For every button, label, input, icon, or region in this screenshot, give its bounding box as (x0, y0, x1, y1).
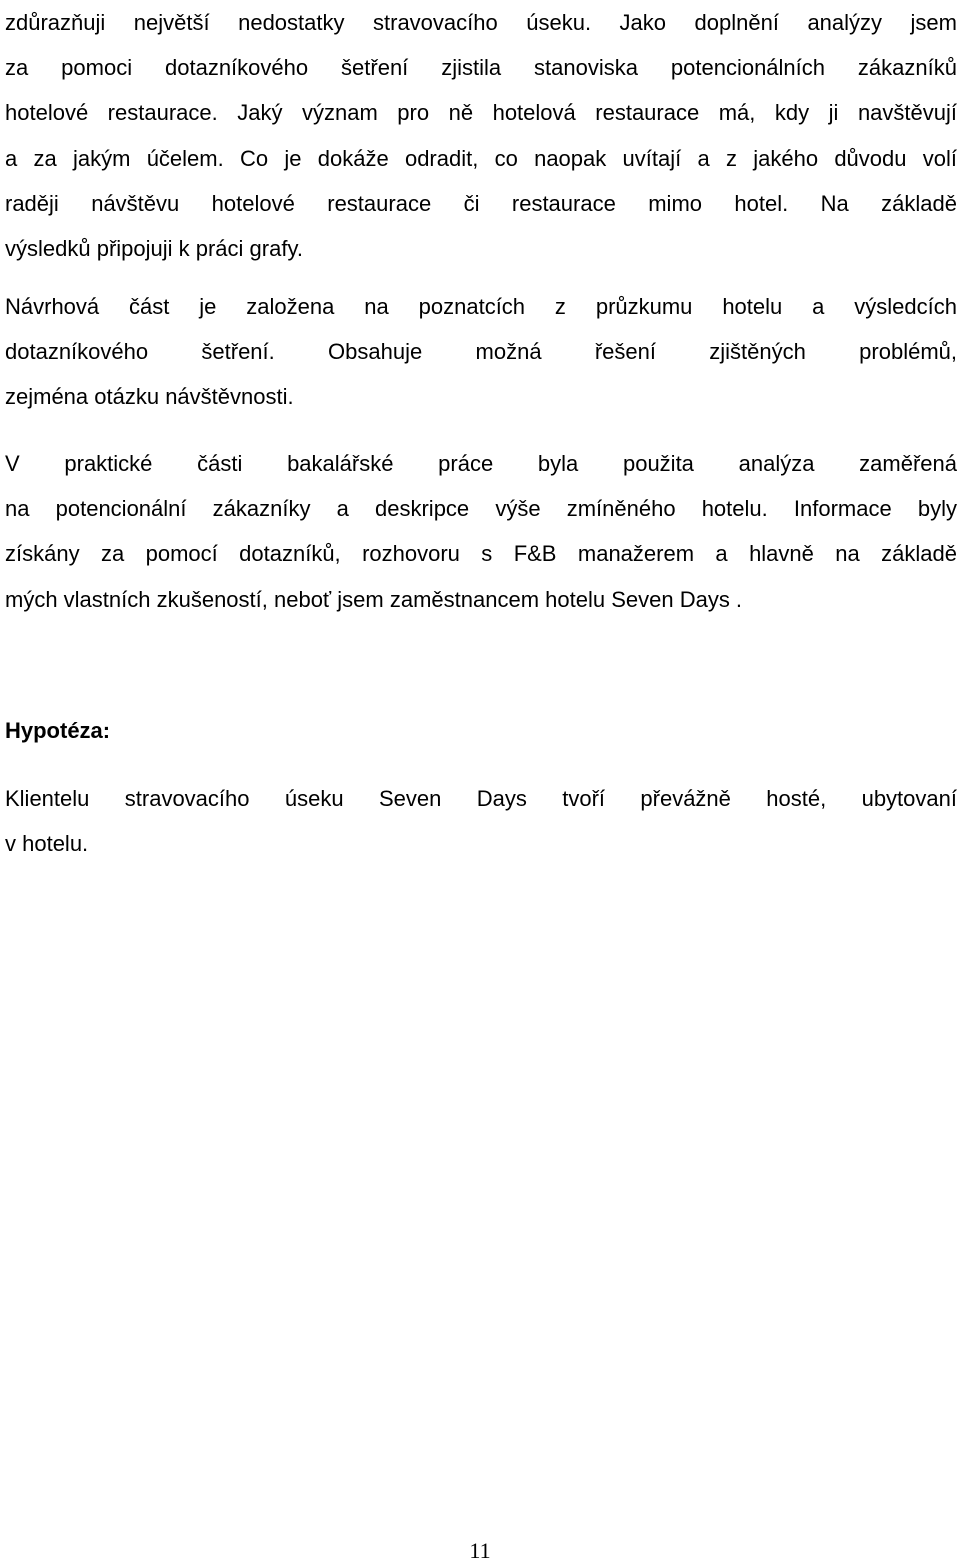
hypothesis-heading: Hypotéza: (5, 718, 111, 743)
text-line: raději návštěvu hotelové restaurace či restaurace mimo hotel. Na základě (5, 190, 957, 216)
paragraph-intro (5, 0, 957, 271)
text-line: hotelové restaurace. Jaký význam pro ně hotelová restaurace má, kdy ji navštěvují (5, 100, 957, 126)
text-line: zejména otázku návštěvnosti. (5, 384, 294, 410)
text-line: výsledků připojuji k práci grafy. (5, 235, 303, 261)
paragraph-design-part (5, 284, 957, 420)
text-line: Klientelu stravovacího úseku Seven Days tvoří převážně hosté, ubytovaní (5, 786, 957, 811)
paragraph-practical-part (5, 441, 957, 622)
text-line: dotazníkového šetření. Obsahuje možná řešení zjištěných problémů, (5, 339, 957, 365)
page-number: 11 (469, 1538, 491, 1563)
text-line: v hotelu. (5, 831, 89, 857)
text-line: za pomoci dotazníkového šetření zjistila stanoviska potencionálních zákazníků (5, 55, 957, 81)
text-line: Návrhová část je založena na poznatcích z průzkumu hotelu a výsledcích (5, 294, 957, 319)
text-line: zdůrazňuji největší nedostatky stravovacího úseku. Jako doplnění analýzy jsem (5, 10, 957, 35)
text-line: na potencionální zákazníky a deskripce výše zmíněného hotelu. Informace byly (5, 496, 957, 522)
text-line: V praktické části bakalářské práce byla použita analýza zaměřená (5, 451, 957, 476)
text-line: získány za pomocí dotazníků, rozhovoru s F&B manažerem a hlavně na základě (5, 541, 957, 567)
text-line: mých vlastních zkušeností, neboť jsem zaměstnancem hotelu Seven Days . (5, 586, 743, 612)
text-line: a za jakým účelem. Co je dokáže odradit, co naopak uvítají a z jakého důvodu volí (5, 145, 957, 171)
hypothesis-text (5, 776, 957, 866)
